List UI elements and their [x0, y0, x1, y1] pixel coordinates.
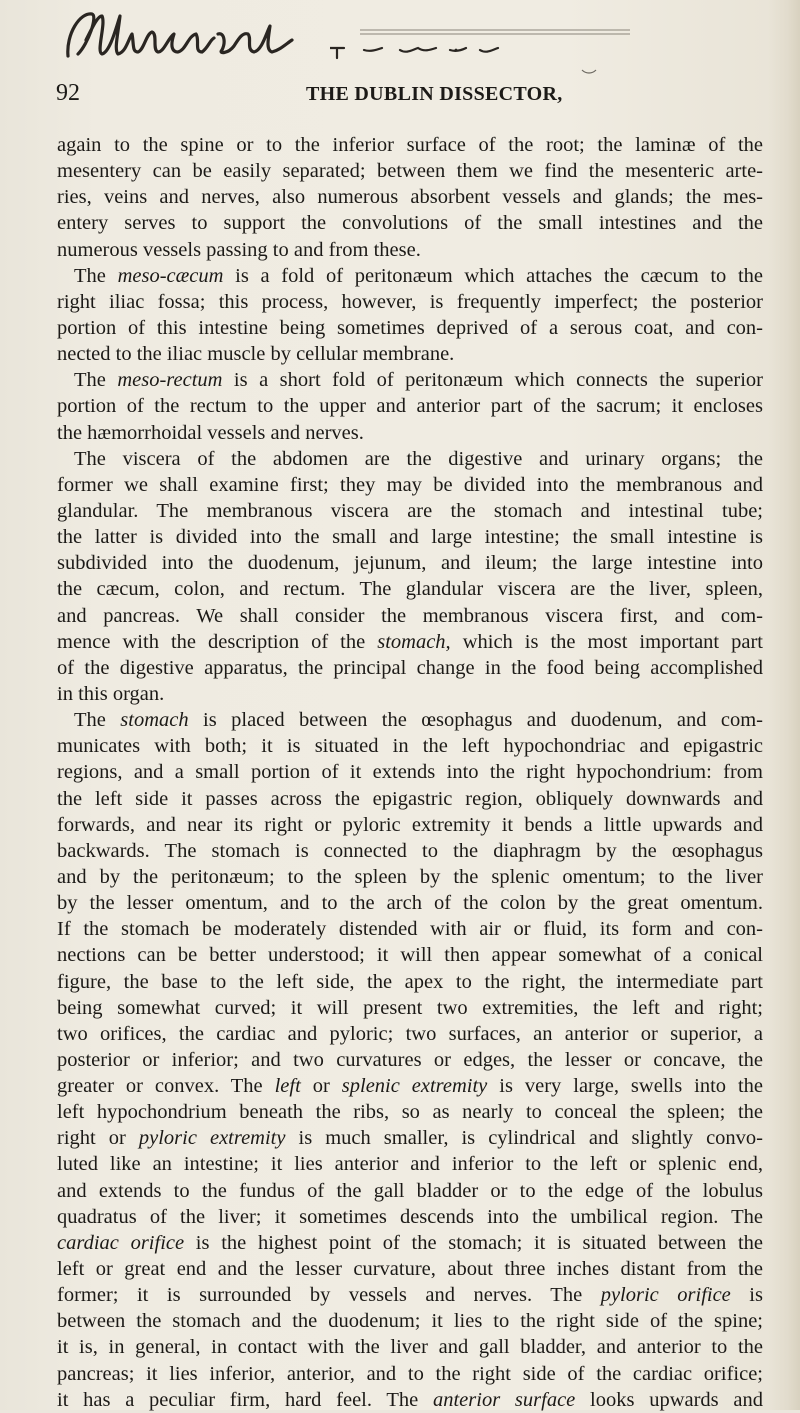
text-segment: being somewhat curved; it will present two extremities, the left and right;	[57, 996, 763, 1019]
text-line	[57, 812, 763, 838]
text-segment: nections can be better understood; it will then appear somewhat of a conical	[57, 944, 763, 967]
text-segment: The	[74, 709, 121, 732]
page-header	[56, 80, 746, 110]
text-line	[57, 263, 763, 289]
text-segment: ries, veins and nerves, also numerous absorbent vessels and glands; the mes-	[57, 186, 763, 209]
text-segment: luted like an intestine; it lies anterior and inferior to the left or splenic end,	[57, 1153, 763, 1176]
italic-term: left	[274, 1075, 301, 1098]
italic-term: cardiac orifice	[57, 1231, 185, 1254]
text-line	[57, 1073, 763, 1099]
text-line	[57, 1047, 763, 1073]
italic-term: anterior surface	[432, 1388, 576, 1411]
italic-term: pyloric extremity	[138, 1127, 286, 1150]
text-segment: which is the most important part	[450, 630, 763, 653]
italic-term: stomach,	[377, 630, 451, 653]
text-line	[57, 759, 763, 785]
text-line	[57, 237, 763, 263]
text-segment: The	[74, 264, 118, 287]
page-number: 92	[56, 80, 80, 106]
text-line	[57, 315, 763, 341]
text-segment: greater or convex. The	[57, 1075, 275, 1098]
text-line	[57, 707, 763, 733]
text-line	[57, 498, 763, 524]
italic-term: meso-cæcum	[117, 264, 224, 287]
text-segment: pancreas; it lies inferior, anterior, and to the right side of the cardiac orifice;	[57, 1362, 763, 1385]
text-line	[57, 1308, 763, 1334]
text-segment: backwards. The stomach is connected to the diaphragm by the œsophagus	[57, 839, 763, 862]
italic-term: pyloric orifice	[600, 1284, 731, 1307]
body-text	[57, 132, 763, 1413]
text-line	[57, 786, 763, 812]
text-segment: the hæmorrhoidal vessels and nerves.	[57, 421, 364, 444]
text-line	[57, 289, 763, 315]
italic-term: meso-rectum	[117, 369, 223, 392]
text-segment: the latter is divided into the small and large intestine; the small intestine is	[57, 526, 763, 549]
text-line	[57, 1334, 763, 1360]
text-line	[57, 210, 763, 236]
text-line	[57, 629, 763, 655]
text-segment: former we shall examine first; they may be divided into the membranous and	[57, 473, 763, 496]
text-segment: left or great end and the lesser curvature, about three inches distant from the	[57, 1258, 763, 1281]
text-line	[57, 942, 763, 968]
text-segment: mence with the description of the	[57, 630, 378, 653]
text-line	[57, 1361, 763, 1387]
text-segment: looks upwards and	[575, 1388, 763, 1411]
text-line	[57, 681, 763, 707]
text-segment: and extends to the fundus of the gall bladder or to the edge of the lobulus	[57, 1179, 763, 1202]
text-line	[57, 550, 763, 576]
text-line	[57, 890, 763, 916]
text-line	[57, 969, 763, 995]
text-line	[57, 995, 763, 1021]
text-segment: quadratus of the liver; it sometimes descends into the umbilical region. The	[57, 1205, 763, 1228]
italic-term: splenic extremity	[341, 1075, 488, 1098]
text-segment: is	[730, 1284, 763, 1307]
text-line	[57, 1387, 763, 1413]
text-line	[57, 603, 763, 629]
italic-term: stomach	[120, 709, 189, 732]
text-line	[57, 1282, 763, 1308]
text-segment: If the stomach be moderately distended with air or fluid, its form and con-	[57, 918, 763, 941]
text-segment: it has a peculiar firm, hard feel. The	[57, 1388, 433, 1411]
handwritten-signature	[58, 4, 298, 66]
text-line	[57, 916, 763, 942]
text-segment: is the highest point of the stomach; it is situated between the	[184, 1231, 763, 1254]
text-segment: portion of this intestine being sometimes deprived of a serous coat, and con-	[57, 316, 763, 339]
text-segment: is a short fold of peritonæum which connects the superior	[222, 369, 763, 392]
text-line	[57, 1256, 763, 1282]
text-segment: posterior or inferior; and two curvatures or edges, the lesser or concave, the	[57, 1048, 763, 1071]
text-segment: is very large, swells into the	[487, 1075, 763, 1098]
text-segment: between the stomach and the duodenum; it lies to the right side of the spine;	[57, 1310, 763, 1333]
text-segment: two orifices, the cardiac and pyloric; two surfaces, an anterior or superior, a	[57, 1022, 763, 1045]
text-segment: or	[300, 1075, 342, 1098]
text-segment: entery serves to support the convolutions of the small intestines and the	[57, 212, 763, 235]
text-segment: figure, the base to the left side, the apex to the right, the intermediate part	[57, 970, 763, 993]
text-segment: The viscera of the abdomen are the digestive and urinary organs; the	[74, 447, 763, 470]
text-segment: the left side it passes across the epigastric region, obliquely downwards and	[57, 787, 763, 810]
text-segment: forwards, and near its right or pyloric extremity it bends a little upwards and	[57, 813, 763, 836]
text-segment: again to the spine or to the inferior surface of the root; the laminæ of the	[57, 134, 763, 156]
text-segment: is much smaller, is cylindrical and slightly convo-	[285, 1127, 763, 1150]
text-segment: left hypochondrium beneath the ribs, so as nearly to conceal the spleen; the	[57, 1101, 763, 1124]
text-segment: right iliac fossa; this process, however, is frequently imperfect; the posterior	[57, 290, 763, 313]
text-line	[57, 1178, 763, 1204]
text-segment: mesentery can be easily separated; between them we find the mesenteric arte-	[57, 160, 763, 183]
text-segment: portion of the rectum to the upper and anterior part of the sacrum; it encloses	[57, 395, 763, 418]
running-head: THE DUBLIN DISSECTOR,	[306, 83, 563, 105]
text-segment: in this organ.	[57, 682, 165, 705]
text-line	[57, 1099, 763, 1125]
text-segment: by the lesser omentum, and to the arch of the colon by the great omentum.	[57, 892, 763, 915]
text-line	[57, 1204, 763, 1230]
text-segment: it is, in general, in contact with the liver and gall bladder, and anterior to the	[57, 1336, 763, 1359]
text-line	[57, 184, 763, 210]
text-segment: The	[74, 369, 118, 392]
text-segment: is a fold of peritonæum which attaches the cæcum to the	[223, 264, 763, 287]
text-line	[57, 158, 763, 184]
text-line	[57, 1151, 763, 1177]
text-line	[57, 576, 763, 602]
text-segment: is placed between the œsophagus and duodenum, and com-	[188, 709, 763, 732]
text-line	[57, 655, 763, 681]
text-segment: subdivided into the duodenum, jejunum, and ileum; the large intestine into	[57, 552, 763, 575]
text-line	[57, 132, 763, 158]
text-segment: former; it is surrounded by vessels and nerves. The	[57, 1284, 601, 1307]
text-segment: and by the peritonæum; to the spleen by the splenic omentum; to the liver	[57, 865, 763, 888]
text-line	[57, 864, 763, 890]
text-segment: numerous vessels passing to and from these.	[57, 238, 421, 261]
text-line	[57, 341, 763, 367]
text-line	[57, 472, 763, 498]
text-segment: nected to the iliac muscle by cellular membrane.	[57, 343, 455, 366]
text-line	[57, 1021, 763, 1047]
text-segment: regions, and a small portion of it extends into the right hypochondrium: from	[57, 761, 763, 784]
text-line	[57, 446, 763, 472]
text-segment: and pancreas. We shall consider the membranous viscera first, and com-	[57, 604, 763, 627]
page-edge-shadow	[768, 0, 800, 1410]
text-segment: right or	[57, 1127, 139, 1150]
text-line	[57, 838, 763, 864]
text-line	[57, 367, 763, 393]
text-segment: municates with both; it is situated in the left hypochondriac and epigastric	[57, 735, 763, 758]
text-segment: the cæcum, colon, and rectum. The glandular viscera are the liver, spleen,	[57, 578, 763, 601]
text-line	[57, 1125, 763, 1151]
text-line	[57, 393, 763, 419]
text-segment: glandular. The membranous viscera are the stomach and intestinal tube;	[57, 499, 763, 522]
text-segment: of the digestive apparatus, the principal change in the food being accomplished	[57, 656, 763, 679]
pencil-scribble	[330, 28, 630, 80]
text-line	[57, 524, 763, 550]
text-line	[57, 733, 763, 759]
text-line	[57, 420, 763, 446]
text-line	[57, 1230, 763, 1256]
